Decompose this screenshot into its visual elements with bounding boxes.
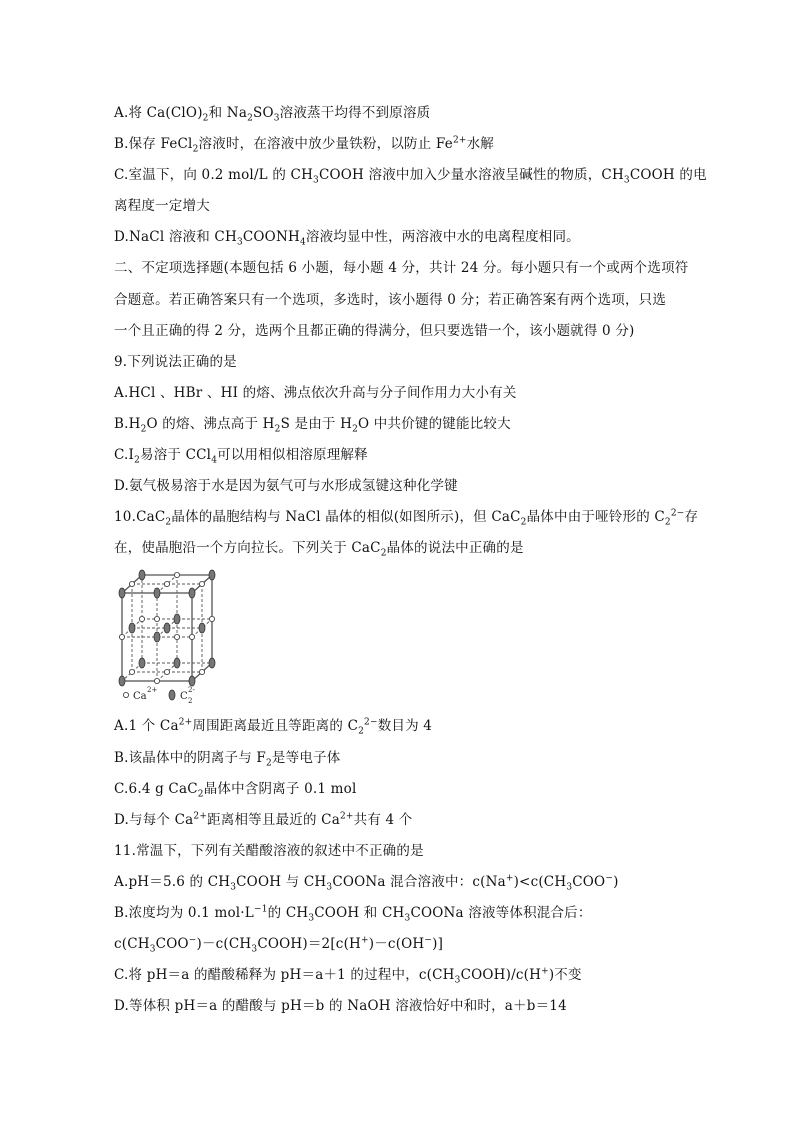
q11-option-d: D.等体积 pH＝a 的醋酸与 pH＝b 的 NaOH 溶液恰好中和时，a＋b＝14 [114,998,567,1014]
q10-option-d: D.与每个 $Ca^{2+}$距离相等且最近的 $Ca^{2+}$共有 4 个 [114,811,413,828]
cac2-crystal-figure [114,565,224,705]
q11-option-c: C.将 pH＝a 的醋酸稀释为 pH＝a＋1 的过程中，$c(CH_3COOH)/c(H^+)$不变 [114,966,582,986]
q10-option-b: B.该晶体中的阴离子与 $F_2$是等电子体 [114,750,341,769]
svg-text:C: C [180,691,188,702]
q9-stem: 9.下列说法正确的是 [114,354,237,370]
q10-stem-2: 在，使晶胞沿一个方向拉长。下列关于 CaC$_2$晶体的说法中正确的是 [114,540,524,559]
unit-cell-diagram [114,565,224,705]
q10-option-c: C.6.4 g CaC$_2$晶体中含阴离子 0.1 mol [114,781,357,800]
svg-text:2: 2 [188,697,193,705]
q9-option-a: A.HCl 、HBr 、HI 的熔、沸点依次升高与分子间作用力大小有关 [114,385,517,401]
section2-heading-1: 二、不定项选择题(本题包括 6 小题，每小题 4 分，共计 24 分。每小题只有一个或两个选项符 [114,260,689,276]
q8-option-d: D.NaCl 溶液和 $CH_3COONH_4$溶液均显中性，两溶液中水的电离程度相同。 [114,229,580,248]
figure-legend [123,686,195,705]
q8-option-c-cont: 离程度一定增大 [114,198,210,214]
svg-text:2+: 2+ [147,686,158,694]
section2-heading-2: 合题意。若正确答案只有一个选项，多选时，该小题得 0 分；若正确答案有两个选项，只选 [114,292,667,308]
svg-text:2-: 2- [188,686,195,694]
q11-option-b: B.浓度均为 0.1 $mol\cdot L^{-1}$的 $CH_3COOH$ 和 $CH_3COONa$ 溶液等体积混合后： [114,904,592,924]
q8-option-b: B.保存 FeCl$_2$溶液时，在溶液中放少量铁粉，以防止 $Fe^{2+}$水解 [114,135,495,155]
q8-option-a: A.将 $Ca(ClO)_2$和 $Na_2SO_3$溶液蒸干均得不到原溶质 [114,105,431,124]
q8-option-c: C.室温下，向 0.2 mol/L 的 $CH_3COOH$ 溶液中加入少量水溶液呈碱性的物质，$CH_3COOH$ 的电 [114,167,707,186]
q9-option-d: D.氨气极易溶于水是因为氨气可与水形成氢键这种化学键 [114,478,458,494]
q10-option-a: A.1 个 $Ca^{2+}$周围距离最近且等距离的 $C_2^{2-}$数目为 4 [114,717,433,737]
section2-heading-3: 一个且正确的得 2 分，选两个且都正确的得满分，但只要选错一个，该小题就得 0 分) [114,323,635,339]
q11-option-a: A.pH＝5.6 的 $CH_3COOH$ 与 $CH_3COONa$ 混合溶液中：$c(Na^+)<c(CH_3COO^-)$ [114,873,619,893]
q9-option-b: $B.H_2O$ 的熔、沸点高于 $H_2S$ 是由于 $H_2O$ 中共价键的键能比较大 [114,416,511,435]
q10-stem-1: 10.CaC$_2$晶体的晶胞结构与 NaCl 晶体的相似(如图所示)，但 CaC$_2$晶体中由于哑铃形的 $C_2^{2-}$存 [114,508,699,528]
q9-option-c: $C.I_2$易溶于 CCl$_4$可以用相似相溶原理解释 [114,447,368,466]
svg-text:Ca: Ca [133,691,147,702]
q11-stem: 11.常温下，下列有关醋酸溶液的叙述中不正确的是 [114,843,424,859]
q11-option-b-equation: $c(CH_3COO^-)-c(CH_3COOH)=2[c(H^+)-c(OH^-)]$ [114,935,444,955]
